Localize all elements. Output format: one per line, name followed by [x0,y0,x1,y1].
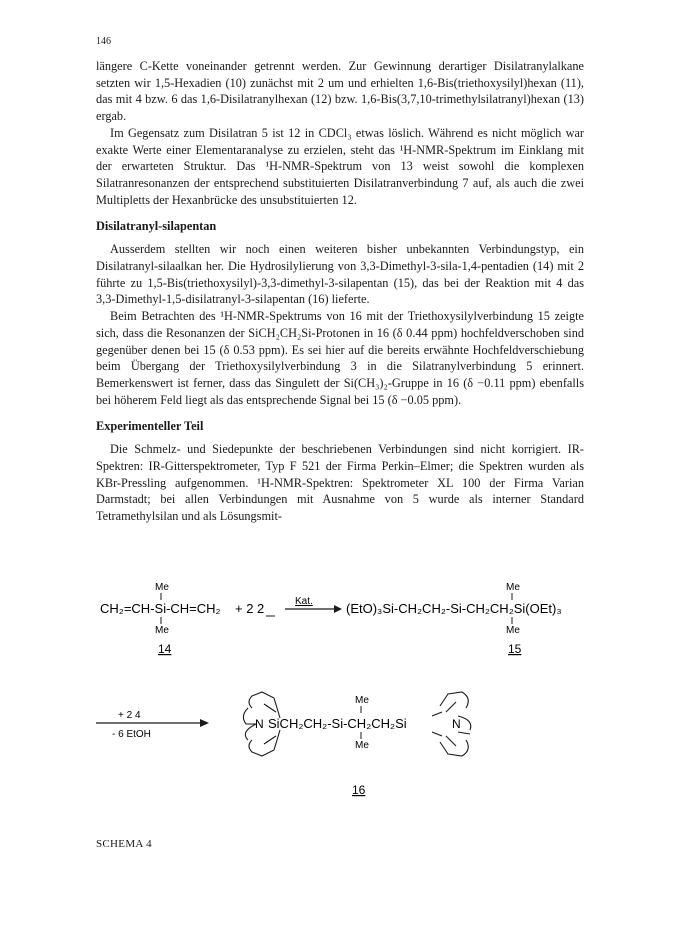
compound-label-14: 14 [158,642,172,656]
paragraph: Ausserdem stellten wir noch einen weiteren bisher unbekannten Verbindungstyp, ein Disilatranyl-silaalkan her. Die Hydrosilylierung von 3,3-Dimethyl-3-sila-1,4-pentadien (14) mit 2 führte zu 1,5-Bis(triethoxysilyl)-3,3-dimethyl-3-silapentan (15), das bei der Reaktion mit 4 das 3,3-Dimethyl-1,5-disilatranyl-3-silapentan (16) lieferte. [96,242,584,307]
methyl-label: Me [155,625,169,636]
section-heading: Disilatranyl-silapentan [96,219,217,234]
methyl-label: Me [355,740,369,751]
methyl-label: Me [155,582,169,593]
paragraph: Im Gegensatz zum Disilatran 5 ist 12 in CDCl₃ etwas löslich. Während es nicht möglich war exakte Werte einer Elementaranalyse zu erzielen, steht das ¹H-NMR-Spektrum im Einklang mit der erwarteten Struktur. Das ¹H-NMR-Spektrum von 13 weist sowohl die komplexen Silatranresonanzen der entsprechend substituierten Disilatranverbindung 7 auf, als auch die zwei Multipletts der Hexanbrücke des unsubstituierten 12. [96,125,584,207]
paragraph: Die Schmelz- und Siedepunkte der beschriebenen Verbindungen sind nicht korrigiert. IR-Spektren: IR-Gitterspektrometer, Typ F 521 der Firma Perkin–Elmer; die Spektren wurden als KBr-Pressling aufgenommen. ¹H-NMR-Spektren: Spektrometer XL 100 der Firma Varian Darmstadt; bei allen Verbindungen mit Ausnahme von 5 wurde als interner Standard Tetramethylsilan und als Lösungsmit- [96,442,584,524]
byproduct-label: - 6 EtOH [112,729,151,740]
arrow-head-icon [200,719,209,727]
arrow-head-icon [334,605,342,613]
reactant-14-formula: CH₂=CH-Si-CH=CH₂ [100,601,221,616]
compound-label-15: 15 [508,642,522,656]
methyl-label: Me [506,582,520,593]
body-text [96,58,584,525]
reaction-scheme [0,570,680,870]
catalyst-label: Kat. [295,596,313,607]
product-15-formula: (EtO)₃Si-CH₂CH₂-Si-CH₂CH₂Si(OEt)₃ [346,601,562,616]
paragraph: längere C-Kette voneinander getrennt werden. Zur Gewinnung derartiger Disilatranylalkane setzten wir 1,5-Hexadien (10) zunächst mit 2 um und erhielten 1,6-Bis(triethoxysilyl)hexan (11), das mit 4 bzw. 6 das 1,6-Disilatranylhexan (12) bzw. 1,6-Bis(3,7,10-trimethylsilatranyl)hexan (13) ergab. [96,59,584,124]
reagent-step2-label: + 2 4 [118,710,141,721]
scheme-caption: SCHEMA 4 [96,838,152,850]
compound-label-16: 16 [352,783,366,797]
methyl-label: Me [355,695,369,706]
nitrogen-atom-left: N [255,717,264,731]
section-heading: Experimenteller Teil [96,419,204,434]
product-16-chain: SiCH₂CH₂-Si-CH₂CH₂Si [268,716,407,731]
page-number: 146 [96,36,111,47]
methyl-label: Me [506,625,520,636]
paragraph: Beim Betrachten des ¹H-NMR-Spektrums von 16 mit der Triethoxysilylverbindung 15 zeigte sich, dass die Resonanzen der SiCH₂CH₂Si-Protonen in 16 (δ 0.44 ppm) hochfeldverschoben sind gegenüber denen bei 15 (δ 0.53 ppm). Es sei hier auf die bereits erwähnte Hochfeldverschiebung beim Übergang der Triethoxysilylverbindung 3 in die Silatranylverbindung 5 erinnert. Bemerkenswert ist ferner, dass das Singulett der Si(CH₃)₂-Gruppe in 16 (δ −0.11 ppm) ebenfalls bei höherem Feld liegt als das entsprechende Signal bei 15 (δ −0.05 ppm). [96,309,584,407]
nitrogen-atom-right: N [452,717,461,731]
reagent-label: + 2 2 [235,601,265,616]
